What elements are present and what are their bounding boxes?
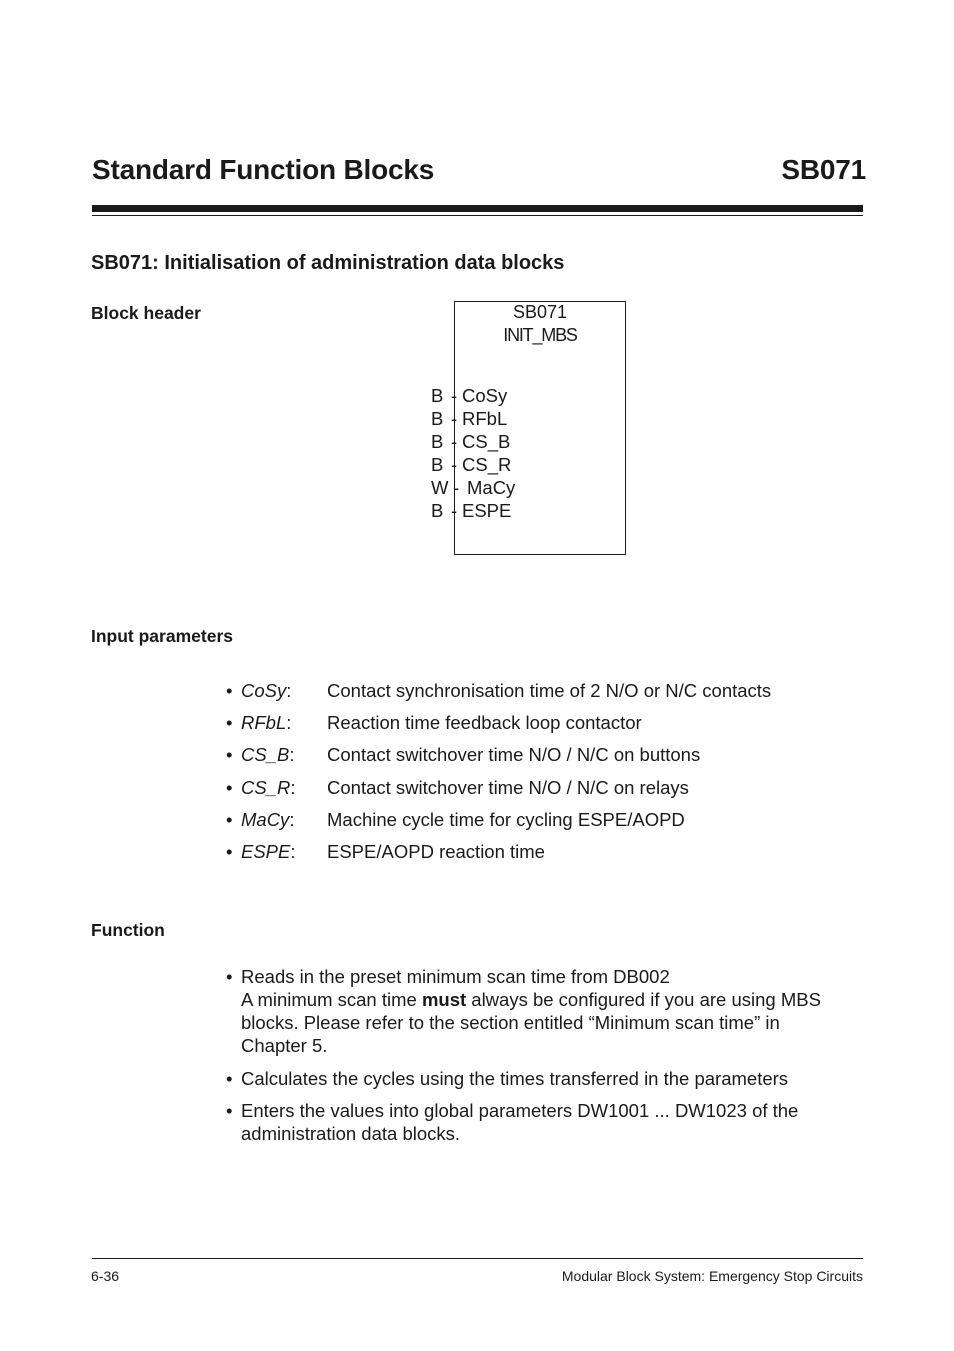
parameter-description: Contact synchronisation time of 2 N/O or N/C contacts (327, 680, 772, 701)
function-text: Enters the values into global parameters DW1001 ... DW1023 of the (241, 1100, 799, 1121)
pin-dash: - (451, 408, 458, 429)
function-emphasis: must (421, 989, 467, 1010)
pin-name: CoSy (462, 385, 508, 406)
bullet: • (226, 841, 233, 862)
pin-dash: - (451, 500, 458, 521)
function-item (226, 1067, 866, 1090)
pin-type: B (431, 408, 444, 429)
parameter-colon: : (290, 777, 296, 798)
parameter-colon: : (286, 680, 292, 701)
parameter-description: ESPE/AOPD reaction time (327, 841, 545, 862)
pin-dash: - (451, 385, 458, 406)
pin-type: W (431, 477, 449, 498)
input-parameters-label: Input parameters (91, 626, 233, 646)
pin-type: B (431, 454, 444, 475)
pin-name: RFbL (462, 408, 508, 429)
pin-name: ESPE (462, 500, 512, 521)
header-rule-thin (92, 215, 863, 216)
parameter-item (226, 712, 866, 744)
pin-name: CS_R (462, 454, 512, 475)
parameter-item (226, 777, 866, 809)
bullet: • (226, 777, 233, 798)
block-subname: INIT_MBS (503, 325, 577, 345)
parameter-description: Contact switchover time N/O / N/C on buttons (327, 744, 701, 765)
function-text: Calculates the cycles using the times transferred in the parameters (241, 1068, 789, 1089)
parameter-colon: : (289, 744, 295, 765)
bullet: • (226, 680, 233, 701)
pin-type: B (431, 500, 444, 521)
parameter-item (226, 809, 866, 841)
parameter-item (226, 680, 866, 712)
function-text: always be configured if you are using MBS (466, 989, 821, 1010)
parameter-description: Reaction time feedback loop contactor (327, 712, 642, 733)
parameter-item (226, 744, 866, 776)
parameter-name: RFbL (241, 712, 287, 733)
pin-dash: - (453, 477, 460, 498)
bullet: • (226, 1068, 233, 1089)
pin-type: B (431, 431, 444, 452)
parameter-description: Machine cycle time for cycling ESPE/AOPD (327, 809, 685, 830)
function-text: Chapter 5. (241, 1035, 328, 1056)
parameter-name: ESPE (241, 841, 291, 862)
parameter-colon: : (289, 809, 295, 830)
footer-rule (92, 1258, 863, 1259)
bullet: • (226, 1100, 233, 1121)
function-text: blocks. Please refer to the section entitled “Minimum scan time” in (241, 1012, 780, 1033)
function-text: administration data blocks. (241, 1123, 461, 1144)
function-text: Reads in the preset minimum scan time from DB002 (241, 966, 670, 987)
bullet: • (226, 966, 233, 987)
pin-dash: - (451, 454, 458, 475)
parameter-name: CS_B (241, 744, 290, 765)
parameter-description: Contact switchover time N/O / N/C on relays (327, 777, 689, 798)
function-item (226, 1099, 866, 1145)
function-text: A minimum scan time (241, 989, 422, 1010)
page-number: 6-36 (91, 1268, 120, 1284)
bullet: • (226, 744, 233, 765)
block-code: SB071 (781, 154, 866, 185)
footer-doc-title: Modular Block System: Emergency Stop Circuits (561, 1268, 863, 1284)
bullet: • (226, 809, 233, 830)
parameter-item (226, 841, 866, 873)
bullet: • (226, 712, 233, 733)
parameter-name: CoSy (241, 680, 287, 701)
block-name: SB071 (512, 302, 568, 322)
page-title: Standard Function Blocks (92, 154, 435, 185)
parameter-name: MaCy (241, 809, 290, 830)
pin-name: CS_B (462, 431, 511, 452)
parameter-colon: : (290, 841, 296, 862)
function-item (226, 965, 866, 1057)
section-title: SB071: Initialisation of administration data blocks (91, 252, 565, 274)
header-rule (92, 205, 863, 212)
pin-type: B (431, 385, 444, 406)
function-label: Function (91, 920, 165, 940)
pin-dash: - (451, 431, 458, 452)
parameter-name: CS_R (241, 777, 291, 798)
pin-name: MaCy (467, 477, 516, 498)
parameter-colon: : (286, 712, 292, 733)
block-header-label: Block header (91, 303, 201, 323)
